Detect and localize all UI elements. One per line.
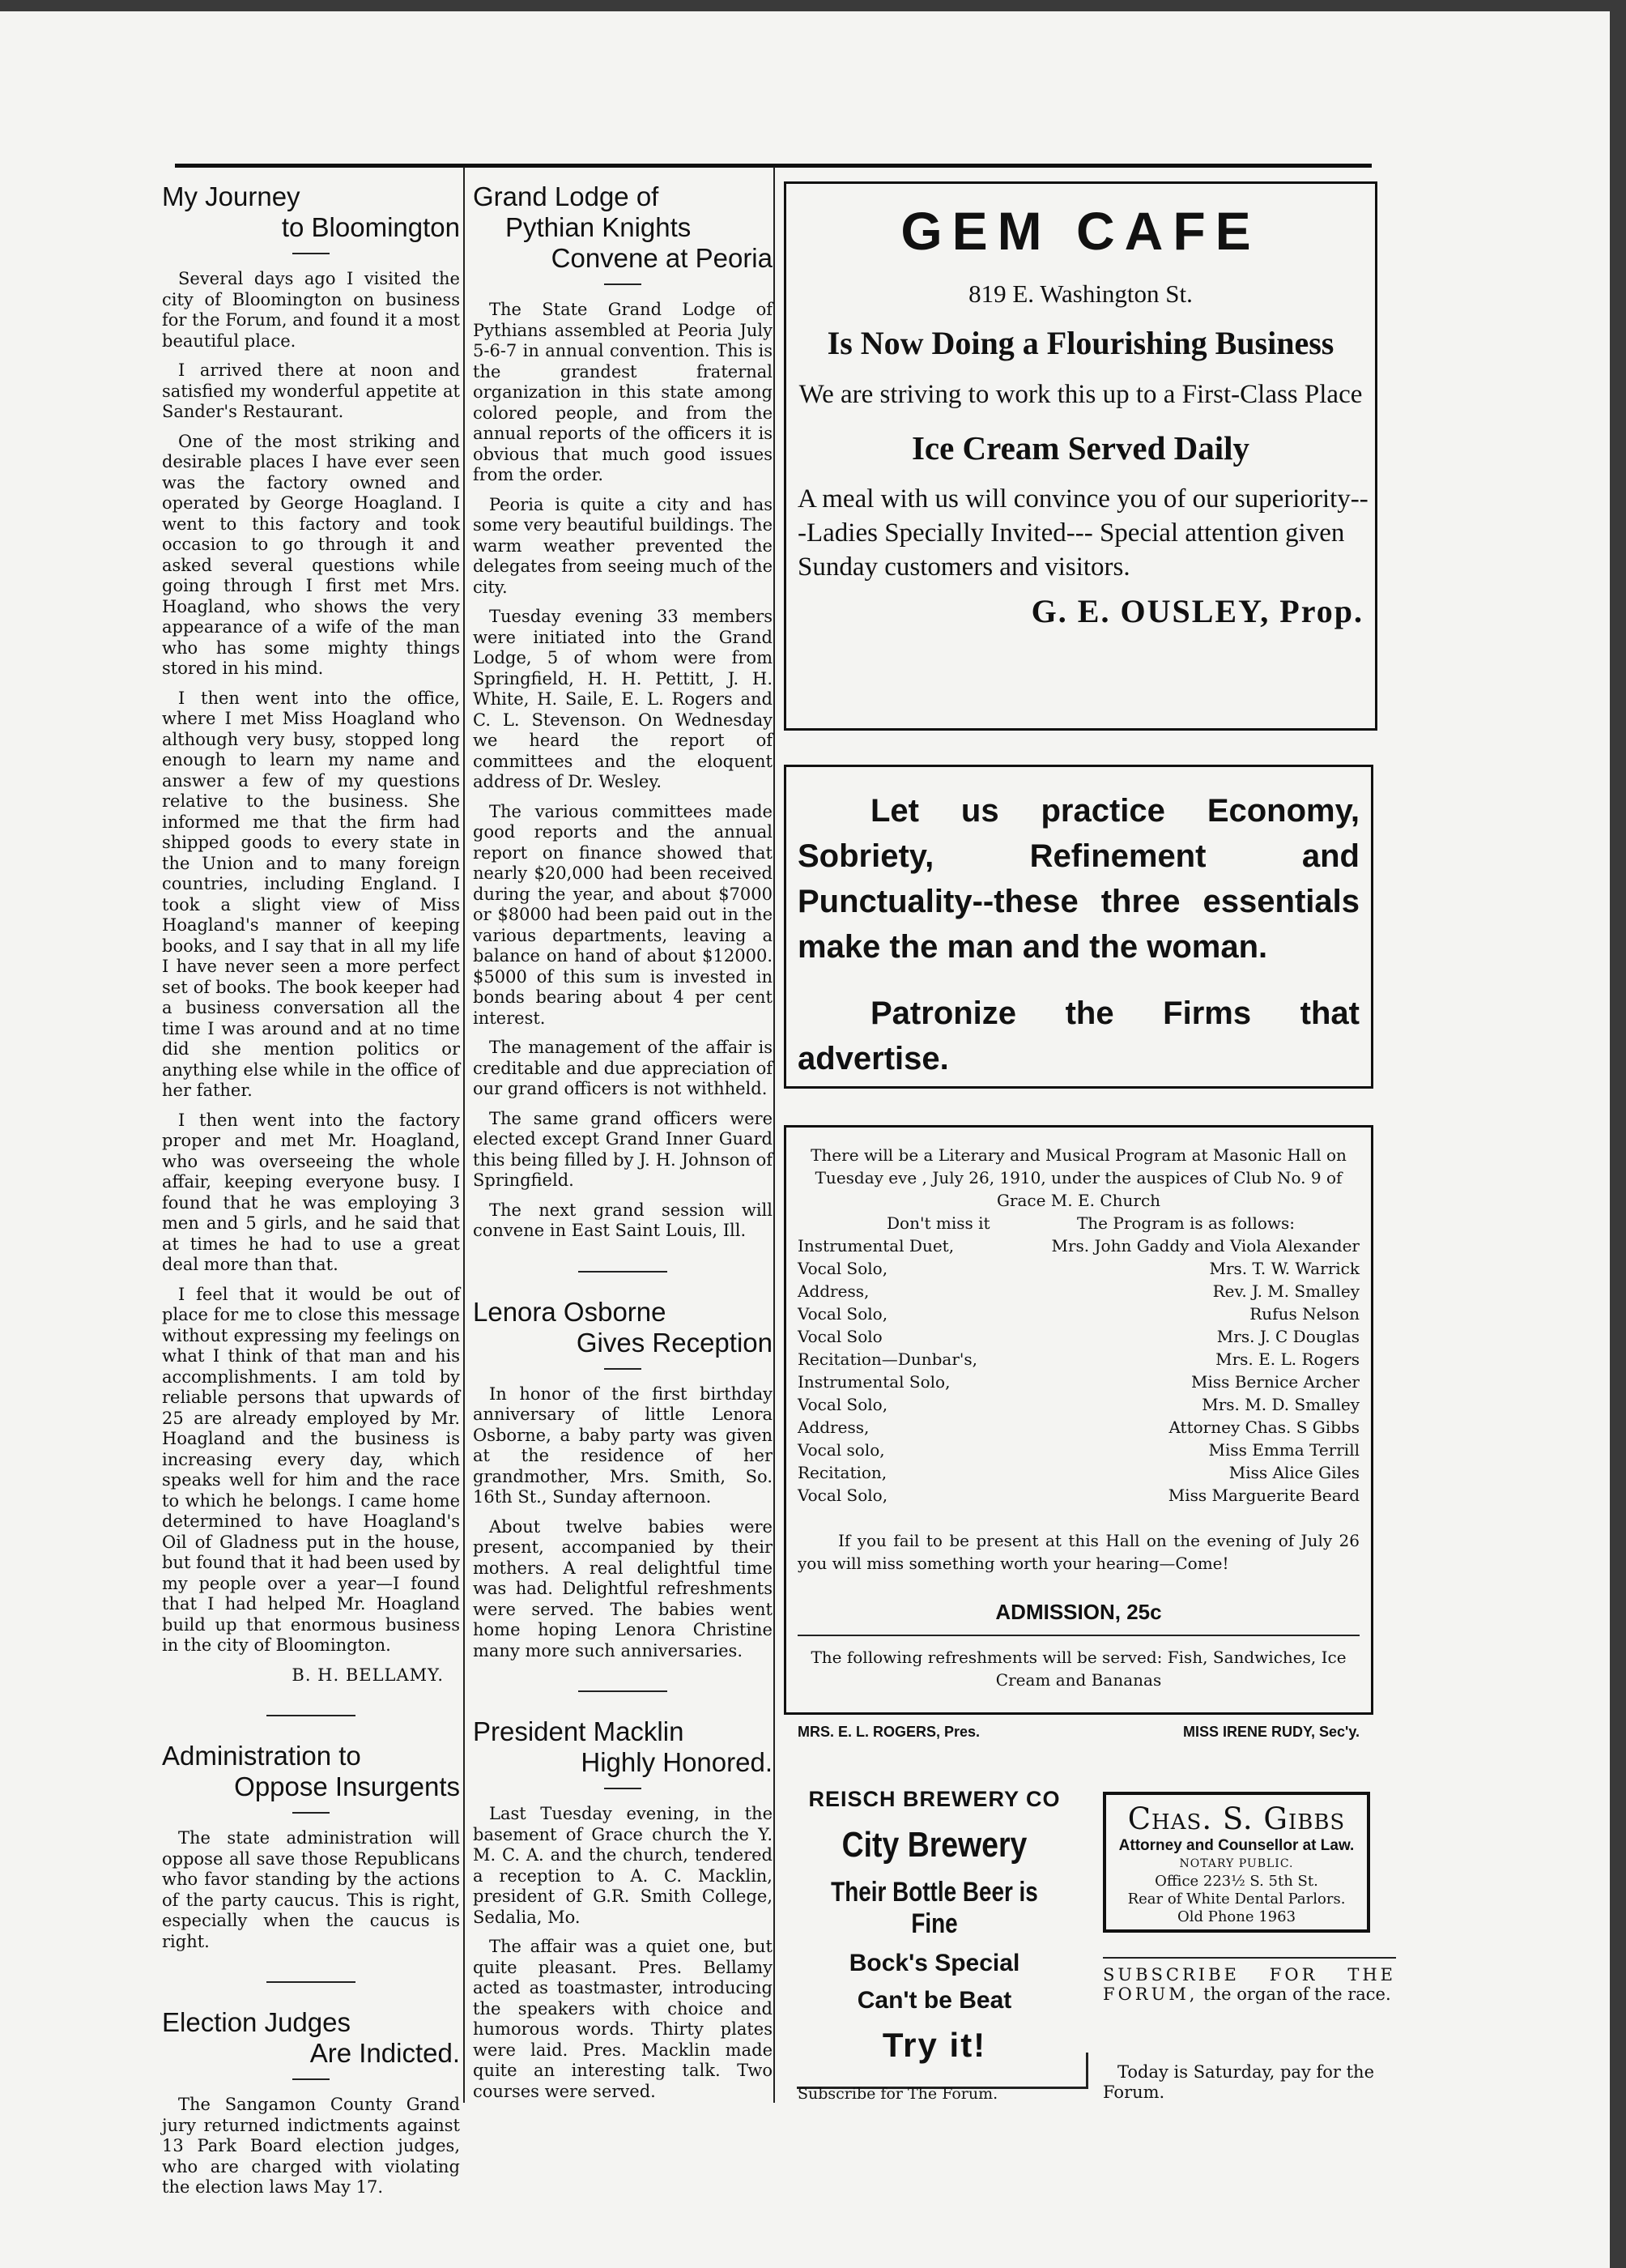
paragraph: Last Tuesday evening, in the basement of Grace church the Y. M. C. A. and the church, tendered a reception to A. C. Macklin, president of G.R. Smith College, Sedalia, Mo.	[473, 1804, 773, 1927]
paragraph: The Sangamon County Grand jury returned indictments against 13 Park Board election judges, who are charged with violating the election laws May 17.	[162, 2095, 460, 2197]
column-1	[162, 181, 460, 2207]
club-secretary: MISS IRENE RUDY, Sec'y.	[1182, 1724, 1360, 1740]
gem-cafe-name: GEM CAFE	[900, 201, 1261, 261]
paragraph: About twelve babies were present, accompanied by their mothers. A real delightful time was had. Delightful refreshments were served. The babies went home hoping Lenora Christine many more such anniversaries.	[473, 1516, 773, 1660]
headline-dash	[292, 253, 330, 254]
performer: Mrs. John Gaddy and Viola Alexander	[1051, 1236, 1360, 1256]
performer: Mrs. T. W. Warrick	[1209, 1259, 1360, 1278]
brewery-claim: Their Bottle Beer is Fine	[831, 1877, 1038, 1939]
paragraph: The next grand session will convene in East Saint Louis, Ill.	[473, 1200, 773, 1240]
gibbs-ad	[1103, 1792, 1370, 1933]
paragraph: Peoria is quite a city and has some very beautiful buildings. The warm weather prevented the delegates from seeing much of the city.	[473, 494, 773, 597]
headline-journey: My Journey to Bloomington	[162, 181, 460, 242]
admission-price: ADMISSION, 25c	[995, 1600, 1162, 1624]
program-divider	[798, 1635, 1360, 1636]
performer: Rufus Nelson	[1249, 1304, 1360, 1324]
economy-notice	[784, 765, 1373, 1089]
program-notice	[784, 1125, 1373, 1740]
headline-dash	[604, 1788, 641, 1789]
program-item: Vocal Solo,	[798, 1259, 888, 1278]
brewery-company: REISCH BREWERY CO	[808, 1787, 1061, 1811]
paragraph: The management of the affair is creditable and due appreciation of our grand officers is not withheld.	[473, 1038, 773, 1098]
paragraph: I feel that it would be out of place for me to close this message without expressing my feelings on what I think of that man and his accomplishments. I am told by reliable persons that upwards of 25 are already employed by Mr. Hoagland and the business is increasing every day, which speaks well for him and the race to which he belongs. I came home determined to have Hoagland's Oil of Gladness put in the house, but found that it had been used by my people over a year—I found that I had helped Mr. Hoagland build up that enormous business in the city of Bloomington.	[162, 1284, 460, 1655]
gem-cafe-proprietor: G. E. OUSLEY, Prop.	[1031, 593, 1364, 629]
performer: Mrs. J. C Douglas	[1216, 1327, 1360, 1346]
subscribe-footer: Subscribe for The Forum.	[798, 2085, 998, 2103]
brewery-special: Bock's Special	[849, 1950, 1020, 1976]
signature: B. H. BELLAMY.	[292, 1665, 444, 1685]
headline-grand-lodge: Grand Lodge of Pythian Knights Convene at Peoria	[473, 181, 773, 273]
program-intro: There will be a Literary and Musical Program at Masonic Hall on Tuesday eve , July 26, 1910, under the auspices of Club No. 9 of Grace M. E. Church	[811, 1145, 1347, 1210]
subscribe-notice: SUBSCRIBE FOR THE FORUM, the organ of the race.	[1103, 1965, 1396, 2004]
brewery-border	[1086, 2053, 1088, 2089]
gem-cafe-ice-cream: Ice Cream Served Daily	[911, 429, 1250, 467]
gibbs-office: Office 223½ S. 5th St.	[1155, 1873, 1318, 1890]
gibbs-notary: NOTARY PUBLIC.	[1179, 1857, 1294, 1870]
column-rule-2	[773, 167, 775, 2103]
performer: Miss Alice Giles	[1228, 1463, 1360, 1482]
program-item: Vocal Solo,	[798, 1304, 888, 1324]
program-item: Address,	[798, 1281, 870, 1301]
program-closing: If you fail to be present at this Hall on the evening of July 26 you will miss something worth your hearing—Come!	[798, 1531, 1360, 1573]
performer: Rev. J. M. Smalley	[1212, 1281, 1360, 1301]
paragraph: I arrived there at noon and satisfied my wonderful appetite at Sander's Restaurant.	[162, 360, 460, 421]
program-items	[798, 1234, 977, 1507]
headline-lenora: Lenora Osborne Gives Reception	[473, 1296, 773, 1358]
headline-macklin: President Macklin Highly Honored.	[473, 1716, 773, 1777]
paragraph: The affair was a quiet one, but quite pleasant. Pres. Bellamy acted as toastmaster, introducing the speakers with choice and humorous words. Thirty plates were laid. Pres. Macklin made quite an interesting talk. Two courses were served.	[473, 1937, 773, 2101]
headline-dash	[604, 284, 641, 285]
paragraph: The same grand officers were elected except Grand Inner Guard this being filled by J. H. Johnson of Springfield.	[473, 1108, 773, 1190]
club-officers	[798, 1720, 1360, 1743]
brewery-try: Try it!	[882, 2026, 987, 2064]
performer: Mrs. M. D. Smalley	[1202, 1395, 1360, 1414]
headline-dash	[292, 2078, 330, 2080]
performer: Mrs. E. L. Rogers	[1215, 1349, 1360, 1369]
paragraph: One of the most striking and desirable places I have ever seen was the factory owned and operated by George Hoagland. I went to this factory and took occasion to go through it and asked several questions while going through I first met Mrs. Hoagland, who shows the very appearance of a wife of the man who has some mighty things stored in his mind.	[162, 431, 460, 678]
gem-cafe-address: 819 E. Washington St.	[968, 279, 1193, 308]
paragraph: I then went into the office, where I met Miss Hoagland who although very busy, stopped long enough to learn my name and answer a few of my questions relative to the business. She informed me that the firm had shipped goods to every state in the Union and to many foreign countries, including England. I took a slight view of Miss Hoagland's manner of keeping books, and I say that in all my life I have never seen a more perfect set of books. The book keeper had a business conversation all the time I was around and at no time did she mention politics or anything else while in the office of her father.	[162, 688, 460, 1100]
paragraph: The various committees made good reports and the annual report on finance showed that nearly $20,000 had been received during the year, and about $7000 or $8000 had been paid out in the various departments, leaving a balance on hand of about $12000. $5000 of this sum is invested in bonds bearing about 4 per cent interest.	[473, 801, 773, 1028]
article-separator	[266, 1715, 355, 1716]
patronize-text: Patronize the Firms that advertise.	[798, 995, 1360, 1076]
headline-election-judges: Election Judges Are Indicted.	[162, 2007, 460, 2068]
gibbs-location: Rear of White Dental Parlors.	[1127, 1891, 1346, 1908]
program-list	[798, 1234, 1360, 1526]
performer: Attorney Chas. S Gibbs	[1168, 1418, 1360, 1437]
program-item: Instrumental Solo,	[798, 1372, 951, 1392]
column-2	[473, 181, 773, 2111]
performer: Miss Emma Terrill	[1208, 1440, 1360, 1460]
article-separator	[266, 1981, 355, 1983]
gem-cafe-tagline: Is Now Doing a Flourishing Business	[827, 325, 1334, 361]
refreshments: The following refreshments will be served: Fish, Sandwiches, Ice Cream and Bananas	[811, 1648, 1347, 1690]
paragraph: In honor of the first birthday anniversary of little Lenora Osborne, a baby party was given at the residence of her grandmother, Mrs. Smith, So. 16th St., Sunday afternoon.	[473, 1383, 773, 1507]
paragraph: Tuesday evening 33 members were initiated into the Grand Lodge, 5 of whom were from Springfield, H. H. Pettitt, J. H. White, H. Saile, E. L. Rogers and C. L. Stevenson. On Wednesday we heard the report of committees and the eloquent address of Dr. Wesley.	[473, 607, 773, 791]
article-separator	[578, 1271, 667, 1273]
subscribe-rule	[1103, 1957, 1396, 1959]
paragraph: The State Grand Lodge of Pythians assembled at Peoria July 5-6-7 in annual convention. This is the grandest fraternal organization in this state among colored people, and from the annual reports of the officers it is obvious that much good issues from the order.	[473, 300, 773, 484]
gem-cafe-ad	[784, 181, 1377, 731]
paragraph: The state administration will oppose all save those Republicans who favor standing by the actions of the party caucus. This is right, especially when the caucus is right.	[162, 1828, 460, 1951]
performer: Miss Marguerite Beard	[1168, 1486, 1360, 1505]
newspaper-page	[0, 11, 1610, 2268]
gem-cafe-goal: We are striving to work this up to a First-Class Place	[798, 380, 1363, 409]
brewery-slogan: Can't be Beat	[857, 1987, 1012, 2014]
program-header	[798, 1212, 1360, 1234]
gibbs-phone: Old Phone 1963	[1177, 1908, 1296, 1925]
headline-dash	[292, 1812, 330, 1814]
today-notice: Today is Saturday, pay for the Forum.	[1103, 2062, 1375, 2102]
brewery-name: City Brewery	[841, 1825, 1028, 1865]
program-item: Address,	[798, 1418, 870, 1437]
column-rule-1	[463, 167, 465, 2103]
article-separator	[578, 1690, 667, 1692]
gem-cafe-invitation: A meal with us will convince you of our superiority---Ladies Specially Invited--- Special attention given Sunday customers and visitors.	[798, 484, 1368, 582]
economy-text: Let us practice Economy, Sobriety, Refinement and Punctuality--these three essentials make the man and the woman.	[798, 793, 1360, 965]
program-performers	[1052, 1234, 1360, 1507]
headline-administration: Administration to Oppose Insurgents	[162, 1741, 460, 1801]
program-item: Recitation,	[798, 1463, 887, 1482]
paragraph: I then went into the factory proper and met Mr. Hoagland, who was overseeing the whole affair, keeping everyone busy. I found that he was employing 3 men and 5 girls, and he said that at times he had to use a great deal more than that.	[162, 1110, 460, 1274]
program-item: Vocal Solo,	[798, 1395, 888, 1414]
program-item: Vocal Solo,	[798, 1486, 888, 1505]
paragraph: Several days ago I visited the city of Bloomington on business for the Forum, and found it a most beautiful place.	[162, 269, 460, 351]
program-item: Recitation—Dunbar's,	[798, 1349, 978, 1369]
program-item: Instrumental Duet,	[798, 1236, 955, 1256]
dont-miss-it: Don't miss it	[887, 1213, 990, 1233]
headline-dash	[604, 1368, 641, 1370]
brewery-ad	[781, 1787, 1088, 2111]
performer: Miss Bernice Archer	[1190, 1372, 1360, 1392]
gibbs-title: Attorney and Counsellor at Law.	[1118, 1837, 1355, 1854]
gibbs-name: Chas. S. Gibbs	[1127, 1801, 1346, 1836]
program-follows: The Program is as follows:	[1076, 1213, 1295, 1233]
club-president: MRS. E. L. ROGERS, Pres.	[798, 1724, 981, 1740]
program-item: Vocal solo,	[798, 1440, 885, 1460]
program-item: Vocal Solo	[798, 1327, 883, 1346]
